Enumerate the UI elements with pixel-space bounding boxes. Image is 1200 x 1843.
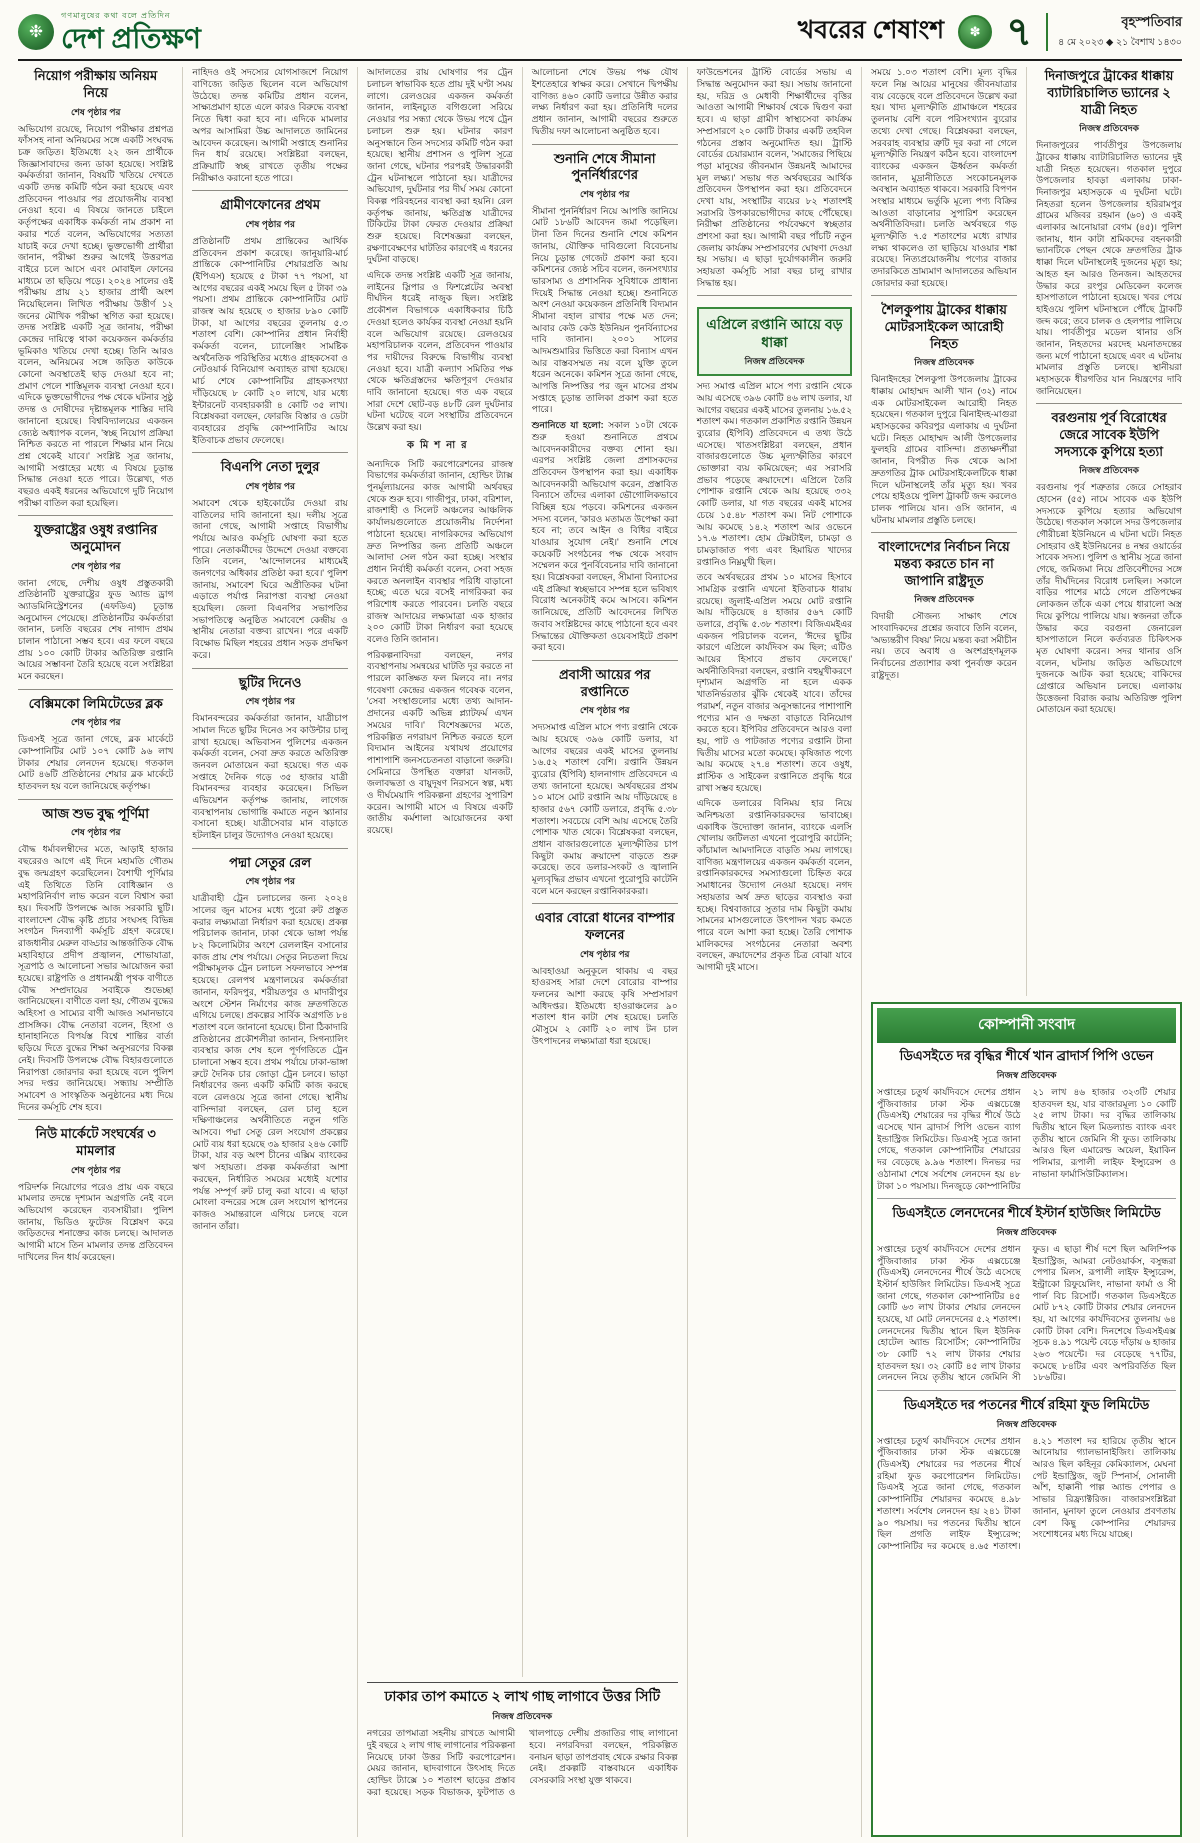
article-body: বিমানবন্দরের কর্মকর্তারা জানান, যাত্রীচাপ সামাল দিতে ছুটির দিনেও সব কাউন্টার চালু রাখা হয়েছে। অভিবাসন পুলিশের একজন কর্মকর্তা বলেন, সেবা দ্রুত করতে অতিরিক্ত জনবল মোতায়েন করা হয়েছে। গত এক সপ্তাহে দৈনিক গড়ে ৩৫ হাজার যাত্রী বিমানবন্দর ব্যবহার করেছেন। সিভিল এভিয়েশন কর্তৃপক্ষ জানায়, লাগেজ ব্যবস্থাপনায় ভোগান্তি কমাতে নতুন স্ক্যানার বসানো হচ্ছে। যাত্রীসেবার মান বাড়াতে হটলাইন চালুর উদ্যোগও নেওয়া হয়েছে। [192, 713, 348, 841]
article-april-export-shock [697, 295, 852, 973]
article-headline: পদ্মা সেতুর রেল [229, 854, 312, 870]
page-emblem-icon: ✽ [958, 15, 992, 49]
column-7 [1026, 67, 1182, 996]
company-news-box [871, 1002, 1182, 1837]
article-body: বৌদ্ধ ধর্মাবলম্বীদের মতে, আড়াই হাজার বছরেরও আগে এই দিনে মহামতি গৌতম বুদ্ধ জন্মগ্রহণ করেছিলেন। বৈশাখী পূর্ণিমার এই তিথিতে তিনি বোধিজ্ঞান ও মহাপরিনির্বাণ লাভ করেন বলে বিশ্বাস করা হয়। দিবসটি উপলক্ষে আজ সরকারি ছুটি। বাংলাদেশ বৌদ্ধ কৃষ্টি প্রচার সংঘসহ বিভিন্ন সংগঠন দিনব্যাপী কর্মসূচি গ্রহণ করেছে। রাজধানীর মেরুল বাড্ডার আন্তর্জাতিক বৌদ্ধ মহাবিহারে প্রদীপ প্রজ্বালন, শোভাযাত্রা, সূত্রপাঠ ও আলোচনা সভার আয়োজন করা হয়েছে। রাষ্ট্রপতি ও প্রধানমন্ত্রী পৃথক বাণীতে বৌদ্ধ সম্প্রদায়ের সবাইকে শুভেচ্ছা জানিয়েছেন। বাণীতে বলা হয়, গৌতম বুদ্ধের অহিংসা ও সাম্যের বাণী আজও সমানভাবে প্রাসঙ্গিক। বৌদ্ধ নেতারা বলেন, হিংসা ও হানাহানিতে বিপর্যস্ত বিশ্বে শান্তির বার্তা ছড়িয়ে দিতে বুদ্ধের শিক্ষা অনুসরণের বিকল্প নেই। দিবসটি উপলক্ষে বৌদ্ধ বিহারগুলোতে নিরাপত্তা জোরদার করা হয়েছে বলে পুলিশ সদর দপ্তর জানিয়েছে। সন্ধ্যায় সম্প্রীতি সমাবেশ ও সাংস্কৃতিক অনুষ্ঠানের মধ্য দিয়ে দিনের কর্মসূচি শেষ হবে। [18, 844, 174, 1112]
page-header [18, 8, 1182, 61]
column-1 [18, 67, 173, 1837]
article-continuation [871, 67, 1017, 289]
article-body: জানা গেছে, দেশীয় ওষুধ প্রস্তুতকারী প্রতিষ্ঠানটি যুক্তরাষ্ট্রের ফুড অ্যান্ড ড্রাগ অ্যাডমিনিস্ট্রেশনের (এফডিএ) চূড়ান্ত অনুমোদন পেয়েছে। প্রতিষ্ঠানটির কর্মকর্তারা জানান, চলতি বছরের শেষ নাগাদ প্রথম চালান পাঠানো সম্ভব হবে। এর ফলে বছরে প্রায় ১০০ কোটি টাকার অতিরিক্ত রপ্তানি আয়ের সম্ভাবনা তৈরি হয়েছে বলে সংশ্লিষ্টরা মনে করছেন। [18, 577, 174, 682]
column-5 [687, 67, 852, 1837]
article-headline: বাংলাদেশের নির্বাচন নিয়ে মন্তব্য করতে চান না জাপানি রাষ্ট্রদূত [878, 539, 1010, 588]
article-body: সপ্তাহের চতুর্থ কার্যদিবসে দেশের প্রধান পুঁজিবাজার ঢাকা স্টক এক্সচেঞ্জে (ডিএসই) শেয়ারের দর বৃদ্ধির শীর্ষে উঠে এসেছে খান ব্রাদার্স পিপি ওভেন ব্যাগ ইন্ডাস্ট্রিজ লিমিটেড। ডিএসই সূত্রে জানা গেছে, গতকাল কোম্পানিটির শেয়ারের দর বেড়েছে ৯.৯৬ শতাংশ। দিনভর দর ওঠানামা শেষে সর্বশেষ লেনদেন হয় ৪৮ টাকা ১০ পয়সায়। দিনজুড়ে কোম্পানিটির ২১ লাখ ৪৬ হাজার ৩২৩টি শেয়ার হাতবদল হয়, যার বাজারমূল্য ১০ কোটি ২৫ লাখ টাকা। দর বৃদ্ধির তালিকায় দ্বিতীয় স্থানে ছিল মিডল্যান্ড ব্যাংক এবং তৃতীয় স্থানে জেমিনি সী ফুড। তালিকায় আরও ছিল এমারেল্ড অয়েল, ইয়াকিন পলিমার, রূপালী লাইফ ইন্স্যুরেন্স ও নাভানা ফার্মাসিউটিক্যালস। [877, 1087, 1176, 1191]
article-headline: ঢাকার তাপ কমাতে ২ লাখ গাছ লাগাবে উত্তর সিটি [384, 1688, 661, 1705]
article-barguna-murder [1036, 403, 1182, 716]
paragraph-text: সকাল ১০টা থেকে শুরু হওয়া শুনানিতে প্রথমে আবেদনকারীদের বক্তব্য শোনা হয়। এরপর সংশ্লিষ্ট জেলা প্রশাসকদের প্রতিবেদন উপস্থাপন করা হয়। একাধিক আবেদনকারী অভিযোগ করেন, প্রস্তাবিত বিন্যাসে তাঁদের এলাকা ভৌগোলিকভাবে বিচ্ছিন্ন হয়ে পড়বে। কমিশনের একজন সদস্য বলেন, 'কারও মতামত উপেক্ষা করা হবে না; তবে আইন ও বিধির বাইরে যাওয়ার সুযোগ নেই।' শুনানি শেষে কয়েকটি সংগঠনের পক্ষ থেকে সংবাদ সম্মেলন করে পুনর্বিবেচনার দাবি জানানো হয়। বিশ্লেষকরা বলছেন, সীমানা বিন্যাসের এই প্রক্রিয়া স্বচ্ছভাবে সম্পন্ন হলে ভবিষ্যৎ বিরোধ অনেকটাই কমে আসবে। কমিশন জানিয়েছে, প্রতিটি আবেদনের লিখিত জবাব সংশ্লিষ্টদের কাছে পাঠানো হবে এবং সিদ্ধান্তের যৌক্তিকতা ওয়েবসাইটে প্রকাশ করা হবে। [531, 420, 678, 653]
article-export-after-remittance [532, 660, 678, 898]
article-new-market-cases [18, 1119, 173, 1263]
article-kicker: শেষ পৃষ্ঠার পর [70, 1164, 121, 1175]
masthead-tagline: গণমানুষের কথা বলে প্রতিদিন [61, 11, 171, 20]
columns-6-7 [861, 67, 1182, 1837]
article-kicker: শেষ পৃষ্ঠার পর [579, 188, 630, 199]
article-byline: নিজস্ব প্রতিবেদক [1079, 465, 1139, 476]
columns-3-4-top [367, 67, 678, 1677]
article-body: বরগুনায় পূর্ব শত্রুতার জেরে সোহরাব হোসেন (৫৫) নামে সাবেক এক ইউপি সদস্যকে কুপিয়ে হত্যার অভিযোগ উঠেছে। গতকাল সকালে সদর উপজেলার গৌরীচন্না ইউনিয়নে এ ঘটনা ঘটে। নিহত সোহরাব ওই ইউনিয়নের ৪ নম্বর ওয়ার্ডের সাবেক সদস্য। পুলিশ ও স্থানীয় সূত্রে জানা গেছে, জমিজমা নিয়ে প্রতিবেশীদের সঙ্গে তাঁর দীর্ঘদিনের বিরোধ চলছিল। সকালে বাড়ির পাশের মাঠে গেলে প্রতিপক্ষের লোকজন তাঁকে একা পেয়ে ধারালো অস্ত্র দিয়ে কুপিয়ে পালিয়ে যায়। স্বজনরা তাঁকে উদ্ধার করে বরগুনা জেনারেল হাসপাতালে নিলে কর্তব্যরত চিকিৎসক মৃত ঘোষণা করেন। সদর থানার ওসি বলেন, ঘটনায় জড়িত অভিযোগে দুজনকে আটক করা হয়েছে; বাকিদের গ্রেপ্তারে অভিযান চলছে। এলাকায় উত্তেজনা বিরাজ করায় অতিরিক্ত পুলিশ মোতায়েন করা হয়েছে। [1036, 482, 1182, 715]
article-bnp-leader-dulu [192, 452, 347, 661]
article-kicker: শেষ পৃষ্ঠার পর [245, 480, 295, 491]
date-label: ৪ মে ২০২৩ ◆ ২১ বৈশাখ ১৪৩০ [1058, 36, 1182, 48]
article-body: ফাউন্ডেশনের ট্রাস্টি বোর্ডের সভায় এ সিদ্ধান্ত অনুমোদন করা হয়। সভায় জানানো হয়, দরিদ্র ও মেধাবী শিক্ষার্থীদের বৃত্তির আওতা আগামী শিক্ষাবর্ষ থেকে দ্বিগুণ করা হবে। এ ছাড়া গ্রামীণ স্বাস্থ্যসেবা কার্যক্রম সম্প্রসারণে ২০ কোটি টাকার একটি তহবিল গঠনের প্রস্তাব অনুমোদিত হয়। ট্রাস্টি বোর্ডের চেয়ারম্যান বলেন, 'সমাজের পিছিয়ে পড়া মানুষের জীবনমান উন্নয়নই আমাদের মূল লক্ষ্য।' সভায় গত অর্থবছরের আর্থিক প্রতিবেদন উপস্থাপন করা হয়। প্রতিবেদনে দেখা যায়, সংস্থাটির ব্যয়ের ৮২ শতাংশই সরাসরি উপকারভোগীদের কাছে পৌঁছেছে। নিরীক্ষা প্রতিষ্ঠানের পর্যবেক্ষণে স্বচ্ছতার প্রশংসা করা হয়। আগামী বছর পাঁচটি নতুন জেলায় কার্যক্রম সম্প্রসারণের ঘোষণা দেওয়া হয় সভায়। এ ছাড়া দুর্যোগকালীন জরুরি সহায়তা কর্মসূচি সারা বছর চালু রাখার সিদ্ধান্ত হয়। [696, 67, 853, 288]
article-headline: বরগুনায় পূর্ব বিরোধের জেরে সাবেক ইউপি সদস্যকে কুপিয়ে হত্যা [1051, 410, 1167, 459]
article-byline: নিজস্ব প্রতিবেদক [492, 1711, 553, 1722]
article-headline: ডিএসইতে দর বৃদ্ধির শীর্ষে খান ব্রাদার্স পিপি ওভেন [899, 1048, 1154, 1064]
article-body: সীমানা পুনর্নির্ধারণ নিয়ে আপত্তি জানিয়ে মোট ১৮৬টি আবেদন জমা পড়েছিল। টানা তিন দিনের শুনানি শেষে কমিশন জানায়, যৌক্তিক দাবিগুলো বিবেচনায় নিয়ে চূড়ান্ত গেজেট প্রকাশ করা হবে। কমিশনের জ্যেষ্ঠ সচিব বলেন, জনসংখ্যার ভারসাম্য ও প্রশাসনিক সুবিধাকে প্রাধান্য দিয়েই সিদ্ধান্ত নেওয়া হচ্ছে। শুনানিতে অংশ নেওয়া কয়েকজন প্রতিনিধি বিদ্যমান সীমানা বহাল রাখার পক্ষে মত দেন; আবার কেউ কেউ ইউনিয়ন পুনর্বিন্যাসের দাবি জানান। ২০০১ সালের আদমশুমারির ভিত্তিতে করা বিন্যাস এখন আর বাস্তবসম্মত নয় বলে যুক্তি তুলে ধরেন অনেকে। কমিশন সূত্রে জানা গেছে, আপত্তি নিষ্পত্তির পর জুন মাসের প্রথম সপ্তাহে চূড়ান্ত তালিকা প্রকাশ করা হতে পারে। [531, 205, 678, 415]
paragraph-lead: শুনানিতে যা হলো: [531, 420, 604, 431]
article-headline: ছুটির দিনেও [238, 674, 302, 690]
article-dse-top-loser [877, 1390, 1176, 1553]
article-japan-ambassador [871, 532, 1017, 681]
article-body: অন্যদিকে সিটি করপোরেশনের রাজস্ব বিভাগের কর্মকর্তারা জানান, হোল্ডিং ট্যাক্স পুনর্মূল্যায়নের কাজ আগামী অর্থবছর থেকে শুরু হবে। গাজীপুর, ঢাকা, বরিশাল, রাজশাহী ও সিলেট অঞ্চলের আঞ্চলিক কার্যালয়গুলোতে প্রয়োজনীয় নির্দেশনা পাঠানো হয়েছে। নাগরিকদের অভিযোগ দ্রুত নিষ্পত্তির জন্য প্রতিটি অঞ্চলে আলাদা সেল গঠন করা হচ্ছে। সংস্থার প্রধান নির্বাহী কর্মকর্তা বলেন, সেবা সহজ করতে অনলাইন ব্যবস্থার পরিধি বাড়ানো হচ্ছে; এতে ঘরে বসেই নাগরিকরা কর পরিশোধ করতে পারবেন। চলতি বছরে রাজস্ব আদায়ের লক্ষ্যমাত্রা এক হাজার ২০০ কোটি টাকা নির্ধারণ করা হয়েছে বলেও তিনি জানান। [366, 458, 513, 645]
article-kicker: শেষ পৃষ্ঠার পর [245, 876, 295, 887]
masthead-title: দেশ প্রতিক্ষণ [61, 23, 201, 54]
article-byline: নিজস্ব প্রতিবেদক [744, 356, 805, 367]
article-kicker: শেষ পৃষ্ঠার পর [70, 560, 121, 571]
columns-3-4 [357, 67, 678, 1837]
column-2 [182, 67, 347, 1837]
article-beximco-block [18, 689, 173, 793]
article-body: আলোচনা শেষে উভয় পক্ষ যৌথ ইশতেহারে স্বাক্ষর করে। সেখানে দ্বিপক্ষীয় বাণিজ্য ৪৬০ কোটি ডলারে উন্নীত করার লক্ষ্য নির্ধারণ করা হয়। প্রতিনিধি দলের প্রধান জানান, আগামী বছরের শুরুতে দ্বিতীয় দফা আলোচনা অনুষ্ঠিত হবে। [531, 67, 678, 136]
article-continuation [367, 67, 513, 836]
article-body: নগরের তাপমাত্রা সহনীয় রাখতে আগামী দুই বছরে ২ লাখ গাছ লাগানোর পরিকল্পনা নিয়েছে ঢাকা উত্তর সিটি করপোরেশন। মেয়র জানান, ছাদবাগানে উৎসাহ দিতে হোল্ডিং ট্যাক্সে ১০ শতাংশ ছাড়ের প্রস্তাব করা হয়েছে। সড়ক বিভাজক, ফুটপাত ও খালপাড়ে দেশীয় প্রজাতির গাছ লাগানো হবে। নগরবিদরা বলছেন, পরিকল্পিত বনায়ন ছাড়া তাপপ্রবাহ থেকে রক্ষার বিকল্প নেই। প্রকল্পটি বাস্তবায়নে একাধিক বেসরকারি সংস্থা যুক্ত থাকবে। [366, 1728, 678, 1797]
article-byline: নিজস্ব প্রতিবেদক [914, 594, 974, 605]
article-headline: প্রবাসী আয়ের পর রপ্তানিতে [559, 666, 651, 699]
article-body: আবহাওয়া অনুকূলে থাকায় এ বছর হাওরসহ সারা দেশে বোরোর বাম্পার ফলনের আশা করছে কৃষি সম্প্রসারণ অধিদপ্তর। ইতিমধ্যে হাওরাঞ্চলের ৯০ শতাংশ ধান কাটা শেষ হয়েছে। চলতি মৌসুমে ২ কোটি ২০ লাখ টন চাল উৎপাদনের লক্ষ্যমাত্রা ধরা হয়েছে। [531, 965, 678, 1046]
section-title: খবরের শেষাংশ [797, 16, 945, 45]
article-byline: নিজস্ব প্রতিবেদক [996, 1418, 1057, 1429]
article-body: সময়ে ১.০৩ শতাংশ বেশি। মূল্য বৃদ্ধির ফলে নিম্ন আয়ের মানুষের জীবনযাত্রার ব্যয় বেড়েছে বলে প্রতিবেদনে উল্লেখ করা হয়। খাদ্য মূল্যস্ফীতি গ্রামাঞ্চলে শহরের তুলনায় বেশি বলে পরিসংখ্যান ব্যুরোর তথ্যে দেখা গেছে। বিশ্লেষকরা বলছেন, সরবরাহ ব্যবস্থার ত্রুটি দূর করা না গেলে মূল্যস্ফীতি নিয়ন্ত্রণ কঠিন হবে। বাংলাদেশ ব্যাংকের একজন ঊর্ধ্বতন কর্মকর্তা জানান, মুদ্রানীতিতে সংকোচনমূলক অবস্থান অব্যাহত থাকবে। সরকারি বিপণন সংস্থার মাধ্যমে ভর্তুকি মূল্যে পণ্য বিক্রির আওতা বাড়ানোর সুপারিশ করেছেন অর্থনীতিবিদরা। চলতি অর্থবছরে গড় মূল্যস্ফীতি ৭.৫ শতাংশের মধ্যে রাখার লক্ষ্য থাকলেও তা ছাড়িয়ে যাওয়ার শঙ্কা রয়েছে। নিত্যপ্রয়োজনীয় পণ্যের বাজার তদারকিতে ভ্রাম্যমাণ আদালতের অভিযান জোরদার করা হয়েছে। [871, 67, 1018, 288]
weekday-label: বৃহস্পতিবার [1121, 13, 1182, 29]
article-body: তবে অর্থবছরের প্রথম ১০ মাসের হিসাবে সামগ্রিক রপ্তানি এখনো ইতিবাচক ধারায় রয়েছে। জুলাই-এপ্রিল সময়ে মোট রপ্তানি আয় দাঁড়িয়েছে ৪ হাজার ৫৬৭ কোটি ডলারে, প্রবৃদ্ধি ৫.৩৮ শতাংশ। বিজিএমইএর একজন পরিচালক বলেন, 'ঈদের ছুটির কারণে এপ্রিলে কার্যদিবস কম ছিল; এটিও আয়ের হিসাবে প্রভাব ফেলেছে।' অর্থনীতিবিদরা বলছেন, রপ্তানি বহুমুখীকরণে দৃশ্যমান অগ্রগতি না হলে একক খাতনির্ভরতার ঝুঁকি থেকেই যাবে। তাঁদের পরামর্শ, নতুন বাজার অনুসন্ধানের পাশাপাশি পণ্যের মান ও দক্ষতা বাড়াতে বিনিয়োগ করতে হবে। ইপিবির প্রতিবেদনে আরও বলা হয়, পাট ও পাটজাত পণ্যের রপ্তানি টানা দ্বিতীয় মাসের মতো কমেছে। কৃষিজাত পণ্যে আয় কমেছে ২৭.৪ শতাংশ। তবে ওষুধ, প্লাস্টিক ও সাইকেল রপ্তানিতে প্রবৃদ্ধি ধরে রাখা সম্ভব হয়েছে। [696, 572, 853, 793]
article-body: নাহিদও ওই সদস্যের যোগসাজশে নিয়োগ বাণিজ্যে জড়িত ছিলেন বলে অভিযোগ উঠেছে। তদন্ত কমিটির প্রধান বলেন, সাক্ষ্যপ্রমাণ হাতে এলে কারও বিরুদ্ধে ব্যবস্থা নিতে দ্বিধা করা হবে না। এদিকে মামলার অপর আসামিরা উচ্চ আদালতে জামিনের আবেদন করেছেন। আগামী সপ্তাহে শুনানির দিন ধার্য রয়েছে। সংশ্লিষ্টরা বলছেন, প্রক্রিয়াটি স্বচ্ছ রাখতে তৃতীয় পক্ষের নিরীক্ষাও করানো হতে পারে। [192, 67, 348, 183]
article-body: যাত্রীবাহী ট্রেন চলাচলের জন্য ২০২৪ সালের জুন মাসের মধ্যে পুরো রুট প্রস্তুত করার লক্ষ্যমাত্রা নির্ধারণ করা হয়েছে। প্রকল্প পরিচালক জানান, ঢাকা থেকে ভাঙ্গা পর্যন্ত ৮২ কিলোমিটার অংশে রেললাইন বসানোর কাজ প্রায় শেষ পর্যায়ে। সেতুর নিচতলা দিয়ে পরীক্ষামূলক ট্রেন চলাচল সফলভাবে সম্পন্ন হয়েছে। রেলপথ মন্ত্রণালয়ের কর্মকর্তারা জানান, ফরিদপুর, শরীয়তপুর ও মাদারীপুর অংশে স্টেশন নির্মাণের কাজ দ্রুতগতিতে এগিয়ে চলছে। প্রকল্পের সার্বিক অগ্রগতি ৮৪ শতাংশ বলে জানানো হয়েছে। চীনা ঠিকাদারি প্রতিষ্ঠানের প্রকৌশলীরা জানান, সিগন্যালিং ব্যবস্থার কাজ শেষ হলে পূর্ণগতিতে ট্রেন চালানো সম্ভব হবে। প্রথম পর্যায়ে ঢাকা-ভাঙ্গা রুটে দৈনিক চার জোড়া ট্রেন চলবে। ভাড়া নির্ধারণের জন্য একটি কমিটি কাজ করছে বলে রেলওয়ে সূত্রে জানা গেছে। স্থানীয় বাসিন্দারা বলছেন, রেল চালু হলে দক্ষিণাঞ্চলের অর্থনীতিতে নতুন গতি আসবে। পদ্মা সেতু রেল সংযোগ প্রকল্পের মোট ব্যয় ধরা হয়েছে ৩৯ হাজার ২৪৬ কোটি টাকা, যার বড় অংশ চীনের এক্সিম ব্যাংকের ঋণ সহায়তা। প্রকল্প কর্মকর্তারা আশা করছেন, নির্ধারিত সময়ের মধ্যেই যশোর পর্যন্ত সম্পূর্ণ রুট চালু করা যাবে। এ ছাড়া মোংলা বন্দরের সঙ্গে রেল সংযোগ স্থাপনের কাজও সমান্তরালে এগিয়ে চলছে বলে জানান তাঁরা। [192, 893, 348, 1231]
company-news-title: কোম্পানী সংবাদ [877, 1008, 1176, 1043]
article-body: সমাবেশ থেকে হাইকোর্টের দেওয়া রায় বাতিলের দাবি জানানো হয়। দলীয় সূত্রে জানা গেছে, আগামী সপ্তাহে বিভাগীয় পর্যায়ে আরও কর্মসূচি ঘোষণা করা হতে পারে। নেতাকর্মীদের উদ্দেশে দেওয়া বক্তব্যে তিনি বলেন, 'আন্দোলনের মাধ্যমেই জনগণের অধিকার প্রতিষ্ঠা করা হবে।' পুলিশ জানায়, সমাবেশ ঘিরে অপ্রীতিকর ঘটনা এড়াতে পর্যাপ্ত নিরাপত্তা ব্যবস্থা নেওয়া হয়েছিল। জেলা বিএনপির সভাপতির সভাপতিত্বে অনুষ্ঠিত সমাবেশে কেন্দ্রীয় ও স্থানীয় নেতারা বক্তব্য রাখেন। পরে একটি বিক্ষোভ মিছিল শহরের প্রধান সড়ক প্রদক্ষিণ করে। [192, 497, 348, 660]
article-body: অভিযোগ রয়েছে, নিয়োগ পরীক্ষার প্রশ্নপত্র ফাঁসসহ নানা অনিয়মের সঙ্গে একটি সংঘবদ্ধ চক্র জড়িত। ইতিমধ্যে ২২ জন প্রার্থীকে জিজ্ঞাসাবাদের জন্য ডাকা হয়েছে। সংশ্লিষ্ট কর্মকর্তারা জানান, বিষয়টি খতিয়ে দেখতে একটি তদন্ত কমিটি গঠন করা হয়েছে এবং প্রতিবেদন পাওয়ার পর প্রয়োজনীয় ব্যবস্থা নেওয়া হবে। এ বিষয়ে জানতে চাইলে কর্তৃপক্ষের একাধিক কর্মকর্তা নাম প্রকাশ না করার শর্তে বলেন, অভিযোগের সত্যতা যাচাই করে দেখা হচ্ছে। ভুক্তভোগী প্রার্থীরা জানান, পরীক্ষা শুরুর আগেই উত্তরপত্র বাইরে চলে আসে এবং মোবাইল ফোনের মাধ্যমে তা ছড়িয়ে পড়ে। ২০২৪ সালের ওই পরীক্ষায় প্রায় ২১ হাজার প্রার্থী অংশ নিয়েছিলেন। লিখিত পরীক্ষায় উত্তীর্ণ ১২ জনের মৌখিক পরীক্ষা স্থগিত করা হয়েছে। তদন্ত সংশ্লিষ্ট একটি সূত্র জানায়, পরীক্ষা কেন্দ্রের দায়িত্বে থাকা কয়েকজন কর্মকর্তার ভূমিকাও খতিয়ে দেখা হচ্ছে। তিনি আরও বলেন, অনিয়মের সঙ্গে জড়িত কাউকে কোনো অবস্থাতেই ছাড় দেওয়া হবে না; প্রমাণ পেলে শাস্তিমূলক ব্যবস্থা নেওয়া হবে। এদিকে ভুক্তভোগীদের পক্ষ থেকে ঘটনার সুষ্ঠু তদন্ত ও দোষীদের দৃষ্টান্তমূলক শাস্তির দাবি জানানো হয়েছে। বিশ্ববিদ্যালয়ের একজন জ্যেষ্ঠ অধ্যাপক বলেন, 'স্বচ্ছ নিয়োগ প্রক্রিয়া নিশ্চিত করতে না পারলে শিক্ষার মান নিয়ে প্রশ্ন থেকেই যাবে।' সংশ্লিষ্ট সূত্র জানায়, আগামী সপ্তাহের মধ্যে এ বিষয়ে চূড়ান্ত সিদ্ধান্ত নেওয়া হতে পারে। উল্লেখ্য, গত বছরও একই ধরনের অভিযোগে দুটি নিয়োগ পরীক্ষা বাতিল করা হয়েছিল। [18, 123, 174, 508]
article-kicker: শেষ পৃষ্ঠার পর [245, 218, 295, 229]
masthead [18, 10, 318, 53]
article-headline: গ্রামীণফোনের প্রথম [220, 197, 321, 213]
article-body: সদ্যসমাপ্ত এপ্রিল মাসে পণ্য রপ্তানি থেকে আয় হয়েছে ৩৯৬ কোটি ডলার, যা আগের বছরের একই মাসের তুলনায় ১৬.৫২ শতাংশ বেশি। রপ্তানি উন্নয়ন ব্যুরোর (ইপিবি) হালনাগাদ প্রতিবেদনে এ তথ্য জানানো হয়েছে। অর্থবছরের প্রথম ১০ মাসে মোট রপ্তানি আয় দাঁড়িয়েছে ৪ হাজার ৫৬৭ কোটি ডলারে, প্রবৃদ্ধি ৫.৩৮ শতাংশ। সবচেয়ে বেশি আয় এসেছে তৈরি পোশাক খাত থেকে। বিশ্লেষকরা বলছেন, প্রধান বাজারগুলোতে মূল্যস্ফীতির চাপ কিছুটা কমায় ক্রয়াদেশ বাড়তে শুরু করেছে। তবে ডলার-সংকট ও জ্বালানি মূল্যবৃদ্ধির প্রভাব এখনো পুরোপুরি কাটেনি বলে মনে করছেন রপ্তানিকারকরা। [531, 722, 678, 896]
article-body [532, 420, 678, 654]
column-3 [367, 67, 513, 1677]
page-content [18, 67, 1182, 1837]
article-body: বিদায়ী সৌজন্য সাক্ষাৎ শেষে সাংবাদিকদের প্রশ্নের জবাবে তিনি বলেন, 'অভ্যন্তরীণ বিষয়' নিয়ে মন্তব্য করা সমীচীন নয়। তবে অবাধ ও অংশগ্রহণমূলক নির্বাচনের প্রত্যাশার কথা পুনর্ব্যক্ত করেন রাষ্ট্রদূত। [871, 611, 1018, 680]
article-dinajpur-accident [1036, 68, 1182, 397]
article-boro-harvest [532, 903, 678, 1047]
article-body: আদালতের রায় ঘোষণার পর ট্রেন চলাচল স্বাভাবিক হতে প্রায় দুই ঘণ্টা সময় লাগে। রেলওয়ের একজন কর্মকর্তা জানান, লাইনচ্যুত বগিগুলো সরিয়ে নেওয়ার পর সন্ধ্যা থেকে উভয় পথে ট্রেন চলাচল শুরু হয়। ঘটনার কারণ অনুসন্ধানে তিন সদস্যের কমিটি গঠন করা হয়েছে। স্থানীয় প্রশাসন ও পুলিশ সূত্রে জানা গেছে, ঘটনার পরপরই উদ্ধারকারী ট্রেন ঘটনাস্থলে পাঠানো হয়। যাত্রীদের অভিযোগ, দুর্ঘটনার পর দীর্ঘ সময় কোনো বিকল্প পরিবহনের ব্যবস্থা করা হয়নি। রেল কর্তৃপক্ষ জানায়, ক্ষতিগ্রস্ত যাত্রীদের টিকিটের টাকা ফেরত দেওয়ার প্রক্রিয়া শুরু হয়েছে। বিশেষজ্ঞরা বলছেন, রক্ষণাবেক্ষণের ঘাটতির কারণেই এ ধরনের দুর্ঘটনা বাড়ছে। [366, 67, 513, 265]
article-headline: যুক্তরাষ্ট্রের ওষুধ রপ্তানির অনুমোদন [34, 522, 158, 554]
article-holiday-airport [192, 668, 347, 842]
company-news-section [871, 1002, 1182, 1837]
article-body: এদিকে ডলারের বিনিময় হার নিয়ে অনিশ্চয়তা রপ্তানিকারকদের ভাবাচ্ছে। একাধিক উদ্যোক্তা জানান, ব্যাংকে এলসি খোলায় জটিলতা এখনো পুরোপুরি কাটেনি; কাঁচামাল আমদানিতে বাড়তি সময় লাগছে। বাণিজ্য মন্ত্রণালয়ের একজন কর্মকর্তা বলেন, রপ্তানিকারকদের সমস্যাগুলো চিহ্নিত করে সমাধানের উদ্যোগ নেওয়া হয়েছে। নগদ সহায়তার অর্থ দ্রুত ছাড়ের ব্যবস্থাও করা হচ্ছে। বিশ্ববাজারে সুতার দাম কিছুটা কমায় সামনের মাসগুলোতে উৎপাদন খরচ কমতে পারে বলে আশা করা হচ্ছে। তৈরি পোশাক মালিকদের সংগঠনের নেতারা অবশ্য বলছেন, ক্রয়াদেশের প্রকৃত চিত্র বোঝা যাবে আগামী দুই মাসে। [696, 798, 853, 972]
article-kicker: শেষ পৃষ্ঠার পর [70, 717, 121, 728]
article-recruitment-exam [18, 68, 173, 509]
article-body: ঝিনাইদহের শৈলকুপা উপজেলায় ট্রাকের ধাক্কায় মোহাম্মদ আলী খান (৩২) নামে এক মোটরসাইকেল আরোহী নিহত হয়েছেন। গতকাল দুপুরে ঝিনাইদহ-মাগুরা মহাসড়কের কবিরপুর এলাকায় এ দুর্ঘটনা ঘটে। নিহত মোহাম্মদ আলী উপজেলার ফুলহরি গ্রামের বাসিন্দা। প্রত্যক্ষদর্শীরা জানান, বিপরীত দিক থেকে আসা দ্রুতগতির ট্রাক মোটরসাইকেলটিকে ধাক্কা দিলে ঘটনাস্থলেই তাঁর মৃত্যু হয়। খবর পেয়ে হাইওয়ে পুলিশ ট্রাকটি জব্দ করলেও চালক পালিয়ে যান। ওসি জানান, এ ঘটনায় মামলার প্রস্তুতি চলছে। [871, 374, 1018, 525]
article-headline: ডিএসইতে দর পতনের শীর্ষে রহিমা ফুড লিমিটেড [903, 1397, 1150, 1413]
article-continuation [697, 67, 852, 289]
inline-subhead: কমিশনার [406, 439, 473, 451]
article-byline: নিজস্ব প্রতিবেদক [914, 357, 974, 368]
article-headline: বিএনপি নেতা দুলুর [220, 459, 320, 475]
article-shailkupa-accident [871, 295, 1017, 526]
article-body: সদ্য সমাপ্ত এপ্রিল মাসে পণ্য রপ্তানি থেকে আয় এসেছে ৩৯৬ কোটি ৪৬ লাখ ডলার, যা আগের বছরের একই মাসের তুলনায় ১৬.৫২ শতাংশ কম। গতকাল প্রকাশিত রপ্তানি উন্নয়ন ব্যুরোর (ইপিবি) প্রতিবেদনে এ তথ্য উঠে এসেছে। খাতসংশ্লিষ্টরা বলছেন, প্রধান বাজারগুলোতে উচ্চ মূল্যস্ফীতির কারণে ভোক্তারা ব্যয় কমিয়েছেন; এর সরাসরি প্রভাব পড়েছে ক্রয়াদেশে। এপ্রিলে তৈরি পোশাক রপ্তানি থেকে আয় হয়েছে ৩৩২ কোটি ডলার, যা গত বছরের একই মাসের চেয়ে ১৫.৪৮ শতাংশ কম। নিট পোশাকে আয় কমেছে ১৪.২ শতাংশ আর ওভেনে ১৭.৬ শতাংশ। হোম টেক্সটাইল, চামড়া ও চামড়াজাত পণ্য এবং হিমায়িত খাদ্যের রপ্তানিও নিম্নমুখী ছিল। [696, 381, 853, 567]
article-buddha-purnima [18, 799, 173, 1113]
article-headline: বেক্সিমকো লিমিটেডের ব্লক [28, 695, 163, 711]
article-body: পরিদর্শক নিয়োগের পরেও প্রায় এক বছরে মামলার তদন্তে দৃশ্যমান অগ্রগতি নেই বলে অভিযোগ করেছেন ব্যবসায়ীরা। পুলিশ জানায়, ভিডিও ফুটেজ বিশ্লেষণ করে জড়িতদের শনাক্তের কাজ চলছে। আদালত আগামী মাসে তিন মামলার তদন্ত প্রতিবেদন দাখিলের দিন ধার্য করেছেন। [18, 1181, 174, 1262]
article-continuation [192, 67, 347, 184]
article-headline: শুনানি শেষে সীমানা পুনর্নির্ধারণের [553, 150, 656, 183]
article-continuation [532, 67, 678, 137]
article-us-drug-export [18, 515, 173, 682]
article-body: এদিকে তদন্ত সংশ্লিষ্ট একটি সূত্র জানায়, লাইনের স্লিপার ও ফিশপ্লেটের অবস্থা দীর্ঘদিন ধরেই নাজুক ছিল। সংশ্লিষ্ট প্রকৌশল বিভাগকে একাধিকবার চিঠি দেওয়া হলেও কার্যকর ব্যবস্থা নেওয়া হয়নি বলে অভিযোগ রয়েছে। রেলওয়ের মহাপরিচালক বলেন, প্রতিবেদন পাওয়ার পর দায়ীদের বিরুদ্ধে বিভাগীয় ব্যবস্থা নেওয়া হবে। যাত্রী কল্যাণ সমিতির পক্ষ থেকে ক্ষতিগ্রস্তদের ক্ষতিপূরণ দেওয়ার দাবি জানানো হয়েছে। গত এক বছরে সারা দেশে ছোট-বড় ৪৮টি রেল দুর্ঘটনার ঘটনা ঘটেছে বলে সংস্থাটির প্রতিবেদনে উল্লেখ করা হয়। [366, 270, 513, 433]
column-6 [871, 67, 1017, 996]
article-kicker: শেষ পৃষ্ঠার পর [579, 705, 630, 716]
article-kicker: শেষ পৃষ্ঠার পর [245, 696, 295, 707]
article-headline: আজ শুভ বুদ্ধ পূর্ণিমা [42, 805, 150, 821]
article-byline: নিজস্ব প্রতিবেদক [996, 1226, 1057, 1237]
article-byline: নিজস্ব প্রতিবেদক [1079, 123, 1139, 134]
article-byline: নিজস্ব প্রতিবেদক [996, 1070, 1057, 1081]
article-boundary-hearing [532, 144, 678, 654]
article-headline: নিয়োগ পরীক্ষায় অনিয়ম নিয়ে [34, 68, 158, 101]
article-headline: এপ্রিলে রপ্তানি আয়ে বড় ধাক্কা [706, 316, 843, 351]
article-headline: দিনাজপুরে ট্রাকের ধাক্কায় ব্যাটারিচালিত ভ্যানের ২ যাত্রী নিহত [1044, 68, 1174, 117]
article-headline: ডিএসইতে লেনদেনের শীর্ষে ইস্টার্ন হাউজিং লিমিটেড [892, 1205, 1161, 1221]
article-headline: এবার বোরো ধানের বাম্পার ফলনের [535, 910, 675, 943]
columns-6-7-top [871, 67, 1182, 996]
article-body: প্রতিষ্ঠানটি প্রথম প্রান্তিকের আর্থিক প্রতিবেদন প্রকাশ করেছে। জানুয়ারি-মার্চ প্রান্তিকে কোম্পানিটির শেয়ারপ্রতি আয় (ইপিএস) হয়েছে ৫ টাকা ৭৭ পয়সা, যা আগের বছরের একই সময়ে ছিল ৫ টাকা ৩৯ পয়সা। প্রথম প্রান্তিকে কোম্পানিটির মোট রাজস্ব আয় হয়েছে ৩ হাজার ৮৯০ কোটি টাকা, যা আগের বছরের তুলনায় ৫.৩ শতাংশ বেশি। কোম্পানির প্রধান নির্বাহী কর্মকর্তা বলেন, চ্যালেঞ্জিং সামষ্টিক অর্থনৈতিক পরিস্থিতির মধ্যেও গ্রাহকসেবা ও নেটওয়ার্ক বিনিয়োগ অব্যাহত রাখা হয়েছে। মার্চ শেষে কোম্পানিটির গ্রাহকসংখ্যা দাঁড়িয়েছে ৮ কোটি ২০ লাখে, যার মধ্যে ইন্টারনেট ব্যবহারকারী ৪ কোটি ৩৫ লাখ। বিশ্লেষকরা বলছেন, ফোরজি বিস্তার ও ডেটা ব্যবহারের প্রবৃদ্ধি কোম্পানিটির আয়ে ইতিবাচক প্রভাব ফেলেছে। [192, 235, 348, 445]
article-body: ডিএসই সূত্রে জানা গেছে, ব্লক মার্কেটে কোম্পানিটির মোট ১০৭ কোটি ৯৬ লাখ টাকার শেয়ার লেনদেন হয়েছে। গতকাল মোট ৪৬টি প্রতিষ্ঠানের শেয়ার ব্লক মার্কেটে হাতবদল হয় বলে জানিয়েছে কর্তৃপক্ষ। [18, 734, 174, 792]
article-kicker: শেষ পৃষ্ঠার পর [70, 827, 121, 838]
page-number: ৭ [1006, 9, 1033, 54]
article-dse-top-gainer [877, 1048, 1176, 1192]
article-grameenphone-q1 [192, 190, 347, 446]
boxed-headline [697, 307, 852, 376]
article-body: সপ্তাহের চতুর্থ কার্যদিবসে দেশের প্রধান পুঁজিবাজার ঢাকা স্টক এক্সচেঞ্জে (ডিএসই) শেয়ারের দর পতনের শীর্ষে রহিমা ফুড করপোরেশন লিমিটেড। ডিএসই সূত্রে জানা গেছে, গতকাল কোম্পানিটির শেয়ারদর কমেছে ৪.৯৮ শতাংশ। সর্বশেষ লেনদেন হয় ২৪১ টাকা ৯০ পয়সায়। দর পতনের দ্বিতীয় স্থানে ছিল প্রগতি লাইফ ইন্স্যুরেন্স; কোম্পানিটির দর কমেছে ৪.৬৫ শতাংশ। ৪.২১ শতাংশ দর হারিয়ে তৃতীয় স্থানে আনোয়ার গ্যালভানাইজিং। তালিকায় আরও ছিল কহিনূর কেমিক্যালস, মেঘনা পেট ইন্ডাস্ট্রিজ, জুট স্পিনার্স, সোনালী আঁশ, হাক্কানী পাল্প অ্যান্ড পেপার ও সাভার রিফ্র্যাক্টরিজ। বাজারসংশ্লিষ্টরা জানান, মুনাফা তুলে নেওয়ার প্রবণতায় বেশ কিছু কোম্পানির শেয়ারদর সংশোধনের মধ্য দিয়ে যাচ্ছে। [877, 1435, 1176, 1551]
article-body: সপ্তাহের চতুর্থ কার্যদিবসে দেশের প্রধান পুঁজিবাজার ঢাকা স্টক এক্সচেঞ্জে (ডিএসই) লেনদেনের শীর্ষে উঠে এসেছে ইস্টার্ন হাউজিং লিমিটেড। ডিএসই সূত্রে জানা গেছে, গতকাল কোম্পানিটির ৪৫ কোটি ৬৩ লাখ টাকার শেয়ার লেনদেন হয়েছে, যা মোট লেনদেনের ৫.২ শতাংশ। লেনদেনের দ্বিতীয় স্থানে ছিল ইউনিক হোটেল অ্যান্ড রিসোর্টস; কোম্পানিটির ৩৮ কোটি ৭২ লাখ টাকার শেয়ার হাতবদল হয়। ৩২ কোটি ৪৫ লাখ টাকার লেনদেন নিয়ে তৃতীয় স্থানে জেমিনি সী ফুড। এ ছাড়া শীর্ষ দশে ছিল অলিম্পিক ইন্ডাস্ট্রিজ, আমরা নেটওয়ার্কস, বসুন্ধরা পেপার মিলস, রূপালী লাইফ ইন্স্যুরেন্স, ইন্ট্রাকো রিফুয়েলিং, নাভানা ফার্মা ও সী পার্ল বিচ রিসোর্ট। গতকাল ডিএসইতে মোট ৮৭২ কোটি টাকার শেয়ার লেনদেন হয়, যা আগের কার্যদিবসের তুলনায় ৬৪ কোটি টাকা বেশি। দিনশেষে ডিএসইএক্স সূচক ৪.৯১ পয়েন্ট বেড়ে দাঁড়ায় ৬ হাজার ২৬৩ পয়েন্টে। দর বেড়েছে ৭৭টির, কমেছে ৮৪টির এবং অপরিবর্তিত ছিল ১৮৬টির। [877, 1243, 1176, 1383]
article-padma-bridge-rail [192, 848, 347, 1233]
newspaper-logo-icon: ❉ [18, 14, 54, 50]
article-body: পরিকল্পনাবিদরা বলছেন, নগর ব্যবস্থাপনায় সমন্বয়ের ঘাটতি দূর করতে না পারলে কাঙ্ক্ষিত ফল মিলবে না। নগর গবেষণা কেন্দ্রের একজন গবেষক বলেন, 'সেবা সংস্থাগুলোর মধ্যে তথ্য আদান-প্রদানের একটি অভিন্ন প্ল্যাটফর্ম এখন সময়ের দাবি।' বিশেষজ্ঞদের মতে, পরিকল্পিত নগরায়ণ নিশ্চিত করতে হলে বিদ্যমান আইনের যথাযথ প্রয়োগের পাশাপাশি জনসচেতনতা বাড়ানো জরুরি। সেমিনারে উপস্থিত বক্তারা যানজট, জলাবদ্ধতা ও বায়ুদূষণ নিরসনে স্বল্প, মধ্য ও দীর্ঘমেয়াদি পরিকল্পনা গ্রহণের সুপারিশ করেন। আগামী মাসে এ বিষয়ে একটি জাতীয় কর্মশালা আয়োজনের কথা রয়েছে। [366, 649, 513, 836]
article-dhaka-trees [367, 1682, 678, 1837]
article-headline: নিউ মার্কেটে সংঘর্ষের ৩ মামলার [35, 1126, 156, 1158]
article-headline: শৈলকুপায় ট্রাকের ধাক্কায় মোটরসাইকেল আরোহী নিহত [881, 302, 1007, 351]
column-4 [522, 67, 678, 1677]
date-block [1046, 13, 1182, 51]
article-kicker: শেষ পৃষ্ঠার পর [579, 948, 630, 959]
article-dse-top-turnover [877, 1198, 1176, 1384]
article-kicker: শেষ পৃষ্ঠার পর [70, 106, 121, 117]
article-body: দিনাজপুরের পার্বতীপুর উপজেলায় ট্রাকের ধাক্কায় ব্যাটারিচালিত ভ্যানের দুই যাত্রী নিহত হয়েছেন। গতকাল দুপুরে উপজেলার হাবড়া এলাকায় ঢাকা-দিনাজপুর মহাসড়কে এ দুর্ঘটনা ঘটে। নিহতরা হলেন উপজেলার হরিরামপুর গ্রামের মজিবর রহমান (৬০) ও একই এলাকার আনোয়ারা বেগম (৪৫)। পুলিশ জানায়, ধান কাটা শ্রমিকদের বহনকারী ভ্যানটিকে পেছন থেকে দ্রুতগতির ট্রাক ধাক্কা দিলে ঘটনাস্থলেই দুজনের মৃত্যু হয়; আহত হন আরও তিনজন। আহতদের উদ্ধার করে রংপুর মেডিকেল কলেজ হাসপাতালে পাঠানো হয়েছে। খবর পেয়ে হাইওয়ে পুলিশ ঘটনাস্থলে পৌঁছে ট্রাকটি জব্দ করে; তবে চালক ও হেলপার পালিয়ে যায়। পার্বতীপুর মডেল থানার ওসি জানান, নিহতদের মরদেহ ময়নাতদন্তের জন্য মর্গে পাঠানো হয়েছে এবং এ ঘটনায় মামলার প্রস্তুতি চলছে। স্থানীয়রা মহাসড়কে ধীরগতির যান নিয়ন্ত্রণের দাবি জানিয়েছেন। [1036, 140, 1182, 396]
